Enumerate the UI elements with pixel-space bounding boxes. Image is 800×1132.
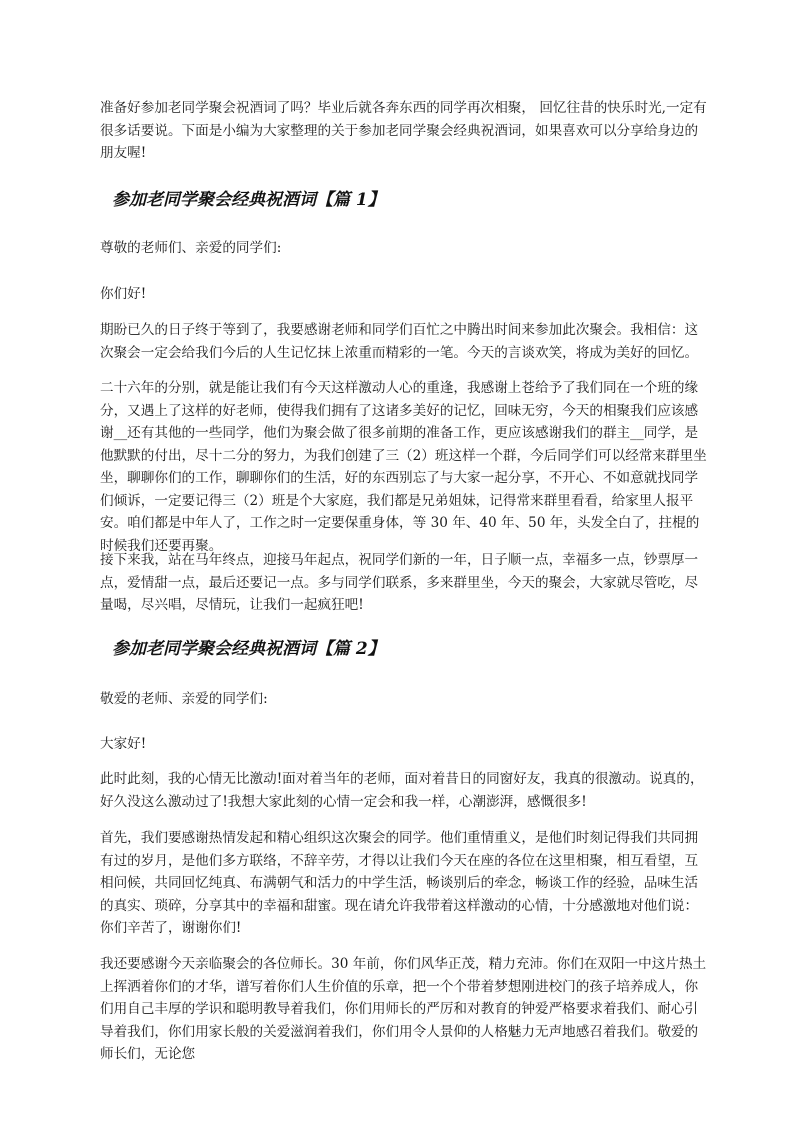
section-2-heading: 参加老同学聚会经典祝酒词【篇 2】 (112, 639, 385, 659)
section-2-paragraph-1: 此时此刻，我的心情无比激动!面对着当年的老师，面对着昔日的同窗好友，我真的很激动。说真的，好久没这么激动过了!我想大家此刻的心情一定会和我一样，心潮澎湃，感慨很多! (100, 771, 704, 810)
section-2-paragraph-3: 我还要感谢今天亲临聚会的各位师长。30 年前，你们风华正茂，精力充沛。你们在双阳一中这片热土上挥洒着你们的才华，谱写着你们人生价值的乐章，把一个个带着梦想刚进校门的孩子培养成人，你们用自己丰厚的学识和聪明教导着我们，你们用师长的严厉和对教育的钟爱严格要求着我们、耐心引导着我们，你们用家长般的关爱滋润着我们，你们用令人景仰的人格魅力无声地感召着我们。敬爱的师长们，无论您 (100, 956, 707, 1062)
section-1-paragraph-1: 期盼已久的日子终于等到了，我要感谢老师和同学们百忙之中腾出时间来参加此次聚会。我相信：这次聚会一定会给我们今后的人生记忆抹上浓重而精彩的一笔。今天的言谈欢笑，将成为美好的回忆。 (100, 322, 699, 361)
section-2-paragraph-2: 首先，我们要感谢热情发起和精心组织这次聚会的同学。他们重情重义，是他们时刻记得我们共同拥有过的岁月，是他们多方联络，不辞辛劳，才得以让我们今天在座的各位在这里相聚，相互看望，互相问候，共同回忆纯真、布满朝气和活力的中学生活，畅谈别后的牵念，畅谈工作的经验，品味生活的真实、琐碎，分享其中的幸福和甜蜜。现在请允许我带着这样激动的心情，十分感激地对他们说：你们辛苦了，谢谢你们! (100, 830, 699, 936)
section-1-paragraph-3: 接下来我，站在马年终点，迎接马年起点，祝同学们新的一年，日子顺一点，幸福多一点，钞票厚一点，爱情甜一点，最后还要记一点。多与同学们联系，多来群里坐，今天的聚会，大家就尽管吃，尽量喝，尽兴唱，尽情玩，让我们一起疯狂吧! (100, 552, 699, 613)
section-1-greeting: 你们好! (100, 286, 147, 302)
section-1-salutation: 尊敬的老师们、亲爱的同学们: (100, 240, 282, 256)
section-2-salutation: 敬爱的老师、亲爱的同学们: (100, 691, 268, 707)
intro-paragraph: 准备好参加老同学聚会祝酒词了吗？毕业后就各奔东西的同学再次相聚， 回忆往昔的快乐时光,一定有很多话要说。下面是小编为大家整理的关于参加老同学聚会经典祝酒词，如果喜欢可以分享给身边的朋友喔! (100, 100, 707, 161)
section-1-heading: 参加老同学聚会经典祝酒词【篇 1】 (112, 190, 385, 210)
section-2-greeting: 大家好! (100, 736, 147, 752)
section-1-paragraph-2: 二十六年的分别，就是能让我们有今天这样激动人心的重逢，我感谢上苍给予了我们同在一个班的缘分，又遇上了这样的好老师，使得我们拥有了这诸多美好的记忆，回味无穷，今天的相聚我们应该感谢__还有其他的一些同学，他们为聚会做了很多前期的准备工作，更应该感谢我们的群主__同学，是他默默的付出，尽十二分的努力，为我们创建了三（2）班这样一个群，今后同学们可以经常来群里坐坐，聊聊你们的工作，聊聊你们的生活，好的东西别忘了与大家一起分享，不开心、不如意就找同学们倾诉，一定要记得三（2）班是个大家庭，我们都是兄弟姐妹，记得常来群里看看，给家里人报平安。咱们都是中年人了，工作之时一定要保重身体，等 30 年、40 年、50 年，头发全白了，拄棍的时候我们还要再聚。 (100, 380, 707, 554)
